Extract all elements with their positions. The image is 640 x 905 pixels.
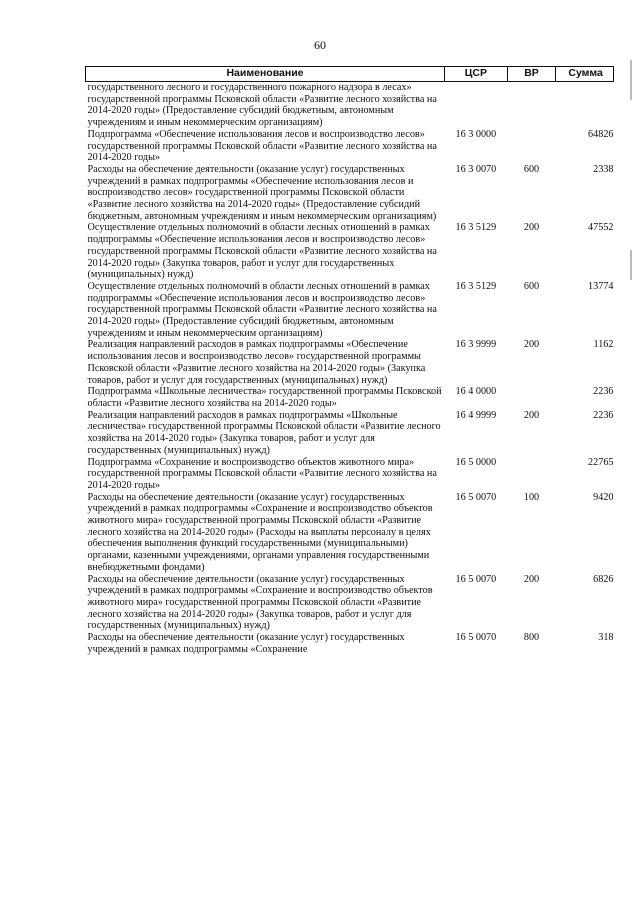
row-csr: 16 4 9999	[455, 409, 497, 421]
row-sum: 9420	[593, 491, 614, 503]
row-vr	[507, 82, 556, 129]
row-name: Осуществление отдельных полномочий в области лесных отношений в рамках подпрограммы «Обеспечение использования лесов и воспроизводство лесов» государственной программы Псковской области «Развитие лесного хозяйства на 2014-2020 годы» (Закупка товаров, работ и услуг для государственных (муниципальных) нужд)	[87, 222, 437, 281]
row-csr: 16 5 0070	[455, 491, 497, 503]
row-vr	[507, 386, 556, 409]
row-csr: 16 5 0070	[455, 632, 497, 644]
row-csr: 16 5 0070	[455, 573, 497, 585]
table-row	[86, 386, 614, 409]
header-csr: ЦСР	[444, 67, 507, 82]
row-sum: 13774	[588, 280, 614, 292]
row-vr: 800	[523, 632, 540, 644]
table-row	[86, 339, 614, 386]
row-csr: 16 4 0000	[455, 386, 497, 398]
row-name: Расходы на обеспечение деятельности (оказание услуг) государственных учреждений в рамках подпрограммы «Сохранение и воспроизводство объектов животного мира» государственной программы Псковской области «Развитие лесного хозяйства на 2014-2020 годы» (Расходы на выплаты персоналу в целях обеспечения выполнения функций государственными (муниципальными) органами, казенными учреждениями, органами управления государственными внебюджетными фондами)	[87, 491, 433, 573]
row-name: Подпрограмма «Школьные лесничества» государственной программы Псковской области «Развитие лесного хозяйства на 2014-2020 годы»	[87, 386, 442, 409]
row-name: Расходы на обеспечение деятельности (оказание услуг) государственных учреждений в рамках подпрограммы «Обеспечение использования лесов и воспроизводство лесов» государственной программы Псковской области «Развитие лесного хозяйства на 2014-2020 годы» (Предоставление субсидий бюджетным, автономным учреждениям и иным некоммерческим организациям)	[87, 163, 437, 222]
row-vr: 600	[523, 280, 540, 292]
row-sum: 22765	[588, 456, 614, 468]
row-sum: 64826	[588, 128, 614, 140]
scan-edge-mark	[630, 250, 632, 280]
row-vr: 200	[523, 409, 540, 421]
table-row	[86, 281, 614, 340]
row-vr: 200	[523, 339, 540, 351]
row-vr	[507, 457, 556, 492]
row-name: Подпрограмма «Обеспечение использования лесов и воспроизводство лесов» государственной программы Псковской области «Развитие лесного хозяйства на 2014-2020 годы»	[87, 128, 437, 164]
table-row	[86, 222, 614, 281]
row-name: Осуществление отдельных полномочий в области лесных отношений в рамках подпрограммы «Обеспечение использования лесов и воспроизводство лесов» государственной программы Псковской области «Развитие лесного хозяйства на 2014-2020 годы» (Предоставление субсидий бюджетным, автономным учреждениям и иным некоммерческим организациям)	[87, 280, 437, 339]
budget-table	[85, 66, 614, 655]
row-sum: 318	[598, 632, 614, 644]
row-name: Расходы на обеспечение деятельности (оказание услуг) государственных учреждений в рамках подпрограммы «Сохранение и воспроизводство объектов животного мира» государственной программы Псковской области «Развитие лесного хозяйства на 2014-2020 годы» (Закупка товаров, работ и услуг для государственных (муниципальных) нужд)	[87, 573, 433, 632]
row-vr: 200	[523, 222, 540, 234]
header-vr: ВР	[507, 67, 556, 82]
row-csr: 16 3 5129	[455, 222, 497, 234]
table-row	[86, 457, 614, 492]
row-sum: 2236	[593, 409, 614, 421]
row-sum: 6826	[593, 573, 614, 585]
row-vr	[507, 129, 556, 164]
row-csr: 16 3 0070	[455, 163, 497, 175]
table-row	[86, 410, 614, 457]
row-name: государственного лесного и государственного пожарного надзора в лесах» государственной программы Псковской области «Развитие лесного хозяйства на 2014-2020 годы» (Предоставление субсидий бюджетным, автономным учреждениям и иным некоммерческим организациям)	[87, 82, 437, 129]
row-sum	[556, 82, 614, 129]
row-name: Реализация направлений расходов в рамках подпрограммы «Школьные лесничества» государственной программы Псковской области «Развитие лесного хозяйства на 2014-2020 годы» (Закупка товаров, работ и услуг для государственных (муниципальных) нужд)	[87, 409, 441, 456]
row-sum: 47552	[588, 222, 614, 234]
row-vr: 600	[523, 163, 540, 175]
table-row	[86, 492, 614, 574]
row-sum: 2338	[593, 163, 614, 175]
row-sum: 1162	[593, 339, 614, 351]
row-sum: 2236	[593, 386, 614, 398]
row-csr	[444, 82, 507, 129]
table-row	[86, 164, 614, 223]
table-header	[86, 67, 614, 82]
header-sum: Сумма	[556, 67, 614, 82]
table-row	[86, 129, 614, 164]
table-row	[86, 82, 614, 129]
page-number: 60	[314, 38, 326, 52]
row-name: Реализация направлений расходов в рамках подпрограммы «Обеспечение использования лесов и воспроизводство лесов» государственной программы Псковской области «Развитие лесного хозяйства на 2014-2020 годы» (Закупка товаров, работ и услуг для государственных (муниципальных) нужд)	[87, 339, 426, 386]
row-vr: 100	[523, 491, 540, 503]
header-name: Наименование	[86, 67, 445, 82]
row-name: Подпрограмма «Сохранение и воспроизводство объектов животного мира» государственной программы Псковской области «Развитие лесного хозяйства на 2014-2020 годы»	[87, 456, 437, 491]
row-csr: 16 5 0000	[455, 456, 497, 468]
row-vr: 200	[523, 573, 540, 585]
row-name: Расходы на обеспечение деятельности (оказание услуг) государственных учреждений в рамках подпрограммы «Сохранение	[87, 632, 405, 655]
table-row	[86, 632, 614, 655]
scan-edge-mark	[630, 60, 632, 100]
row-csr: 16 3 5129	[455, 280, 497, 292]
row-csr: 16 3 0000	[455, 128, 497, 140]
table-row	[86, 574, 614, 633]
row-csr: 16 3 9999	[455, 339, 497, 351]
